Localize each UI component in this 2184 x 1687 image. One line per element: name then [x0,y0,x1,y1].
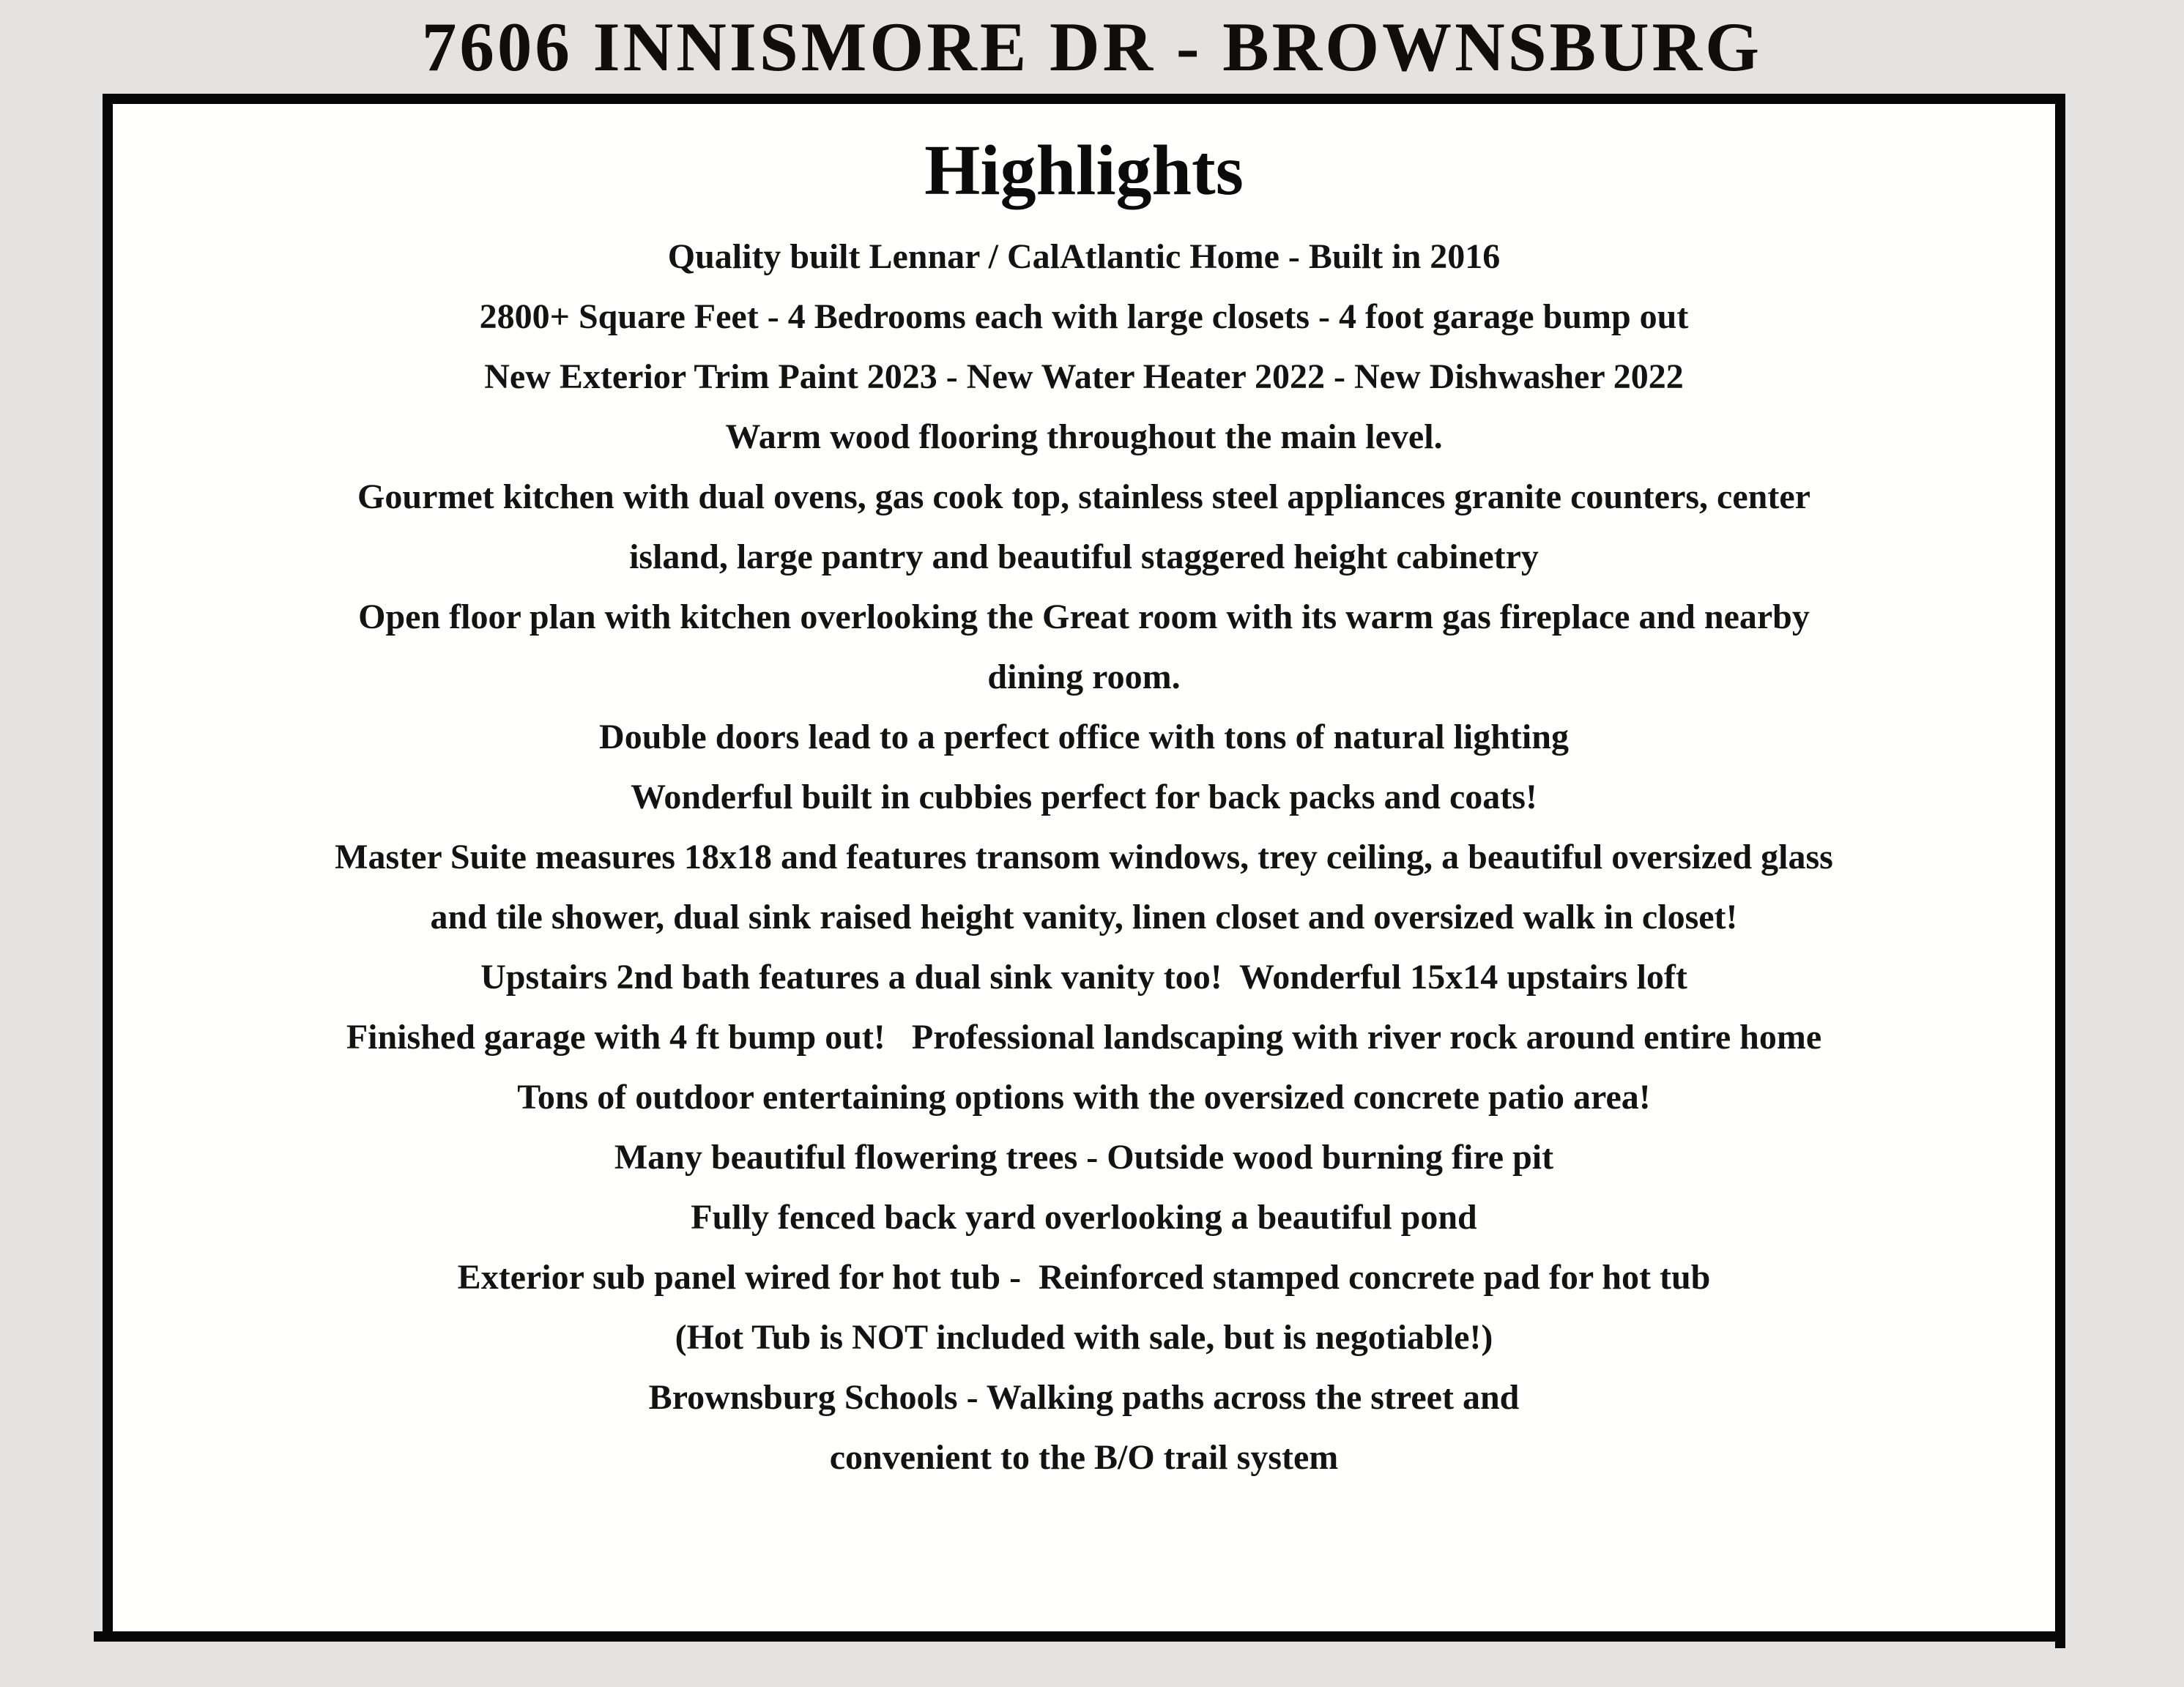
highlight-line: Open floor plan with kitchen overlooking the Great room with its warm gas fireplace and nearby [358,597,1810,636]
highlight-line: Double doors lead to a perfect office with tons of natural lighting [599,718,1569,756]
highlight-line: Finished garage with 4 ft bump out! Professional landscaping with river rock around entire home [346,1018,1822,1057]
highlight-line: New Exterior Trim Paint 2023 - New Water Heater 2022 - New Dishwasher 2022 [484,357,1684,396]
highlights-list [139,227,2029,1488]
highlight-line: Wonderful built in cubbies perfect for back packs and coats! [631,778,1537,816]
border-corner-overshoot [94,1631,103,1642]
highlight-line: island, large pantry and beautiful staggered height cabinetry [629,537,1539,576]
highlight-line: Many beautiful flowering trees - Outside wood burning fire pit [614,1138,1554,1177]
highlight-line: Warm wood flooring throughout the main level. [725,417,1443,456]
highlight-line: Exterior sub panel wired for hot tub - Reinforced stamped concrete pad for hot tub [457,1258,1711,1297]
highlight-line: Tons of outdoor entertaining options with the oversized concrete patio area! [517,1078,1651,1117]
highlight-line: Master Suite measures 18x18 and features transom windows, trey ceiling, a beautiful oversized glass [335,838,1833,876]
highlights-heading: Highlights [924,131,1244,210]
highlight-line: Brownsburg Schools - Walking paths across the street and [648,1378,1520,1417]
highlight-line: and tile shower, dual sink raised height vanity, linen closet and oversized walk in closet! [430,898,1738,936]
highlight-line: 2800+ Square Feet - 4 Bedrooms each with large closets - 4 foot garage bump out [479,297,1689,336]
highlight-line: (Hot Tub is NOT included with sale, but is negotiable!) [675,1318,1493,1357]
property-address-title: 7606 INNISMORE DR - BROWNSBURG [421,8,1763,86]
highlight-line: Gourmet kitchen with dual ovens, gas cook top, stainless steel appliances granite counters, center [357,477,1810,516]
highlight-line: convenient to the B/O trail system [829,1438,1339,1477]
highlight-line: dining room. [987,658,1181,696]
highlight-line: Fully fenced back yard overlooking a beautiful pond [691,1198,1477,1237]
highlight-line: Upstairs 2nd bath features a dual sink vanity too! Wonderful 15x14 upstairs loft [480,958,1687,997]
border-corner-overshoot [2055,1640,2065,1648]
highlights-card [103,94,2065,1642]
highlight-line: Quality built Lennar / CalAtlantic Home - Built in 2016 [667,237,1501,276]
